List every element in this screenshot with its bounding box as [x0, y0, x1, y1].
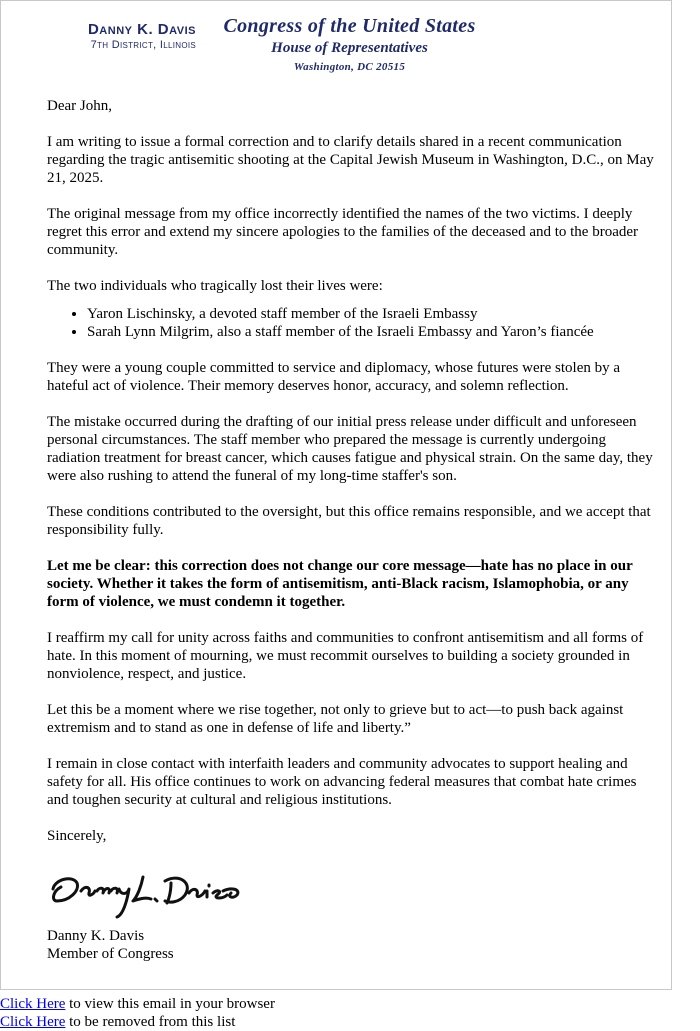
congress-block — [217, 15, 482, 73]
letterhead — [1, 15, 673, 95]
handwritten-signature — [47, 861, 247, 921]
representative-block — [61, 21, 196, 51]
letter-body — [47, 97, 657, 963]
paragraph-core-message: Let me be clear: this correction does not change our core message—hate has no place in our society. Whether it takes the form of antisemitism, anti-Black racism, Islamophobia, or any form of violence, we must condemn it together. — [47, 558, 633, 610]
paragraph-unity: I reaffirm my call for unity across faiths and communities to confront antisemitism and all forms of hate. In this moment of mourning, we must recommit ourselves to building a society grounded in nonviolence, respect, and justice. — [47, 630, 644, 682]
city-line: Washington, DC 20515 — [293, 61, 406, 73]
paragraph-rise-together: Let this be a moment where we rise together, not only to grieve but to act—to push back against extremism and to stand as one in defense of life and liberty.” — [47, 702, 624, 736]
list-item: • Sarah Lynn Milgrim, also a staff member of the Israeli Embassy and Yaron’s fiancée — [87, 323, 657, 341]
list-item: • Yaron Lischinsky, a devoted staff member of the Israeli Embassy — [87, 305, 657, 323]
victims-list — [47, 305, 657, 341]
unsubscribe-text: to be removed from this list — [65, 1014, 236, 1030]
paragraph-responsibility: These conditions contributed to the oversight, but this office remains responsible, and we accept that responsibility fully. — [47, 504, 651, 538]
paragraph-error: The original message from my office incorrectly identified the names of the two victims. I deeply regret this error and extend my sincere apologies to the families of the deceased and to the broader community. — [47, 206, 639, 258]
view-in-browser-link[interactable]: Click Here — [0, 996, 66, 1012]
email-footer — [0, 995, 700, 1031]
signature-title: Member of Congress — [47, 946, 174, 962]
paragraph-intro: I am writing to issue a formal correction and to clarify details shared in a recent communication regarding the tragic antisemitic shooting at the Capital Jewish Museum in Washington, D.C., on May 21, 2025. — [47, 134, 654, 186]
view-in-browser-text: to view this email in your browser — [65, 996, 275, 1012]
paragraph-contact: I remain in close contact with interfaith leaders and community advocates to support healing and safety for all. His office continues to work on advancing federal measures that combat hate crimes and toughen security at cultural and religious institutions. — [47, 756, 637, 808]
representative-name: Danny K. Davis — [87, 21, 196, 38]
paragraph-couple: They were a young couple committed to service and diplomacy, whose futures were stolen by a hateful act of violence. Their memory deserves honor, accuracy, and solemn reflection. — [47, 360, 621, 394]
signature-name: Danny K. Davis — [47, 928, 145, 944]
representative-district: 7th District, Illinois — [90, 39, 196, 51]
paragraph-mistake: The mistake occurred during the drafting of our initial press release under difficult and unforeseen personal circumstances. The staff member who prepared the message is currently undergoing radiation treatment for breast cancer, which causes fatigue and physical strain. On the same day, they were also rushing to attend the funeral of my long-time staffer's son. — [47, 414, 653, 484]
house-title: House of Representatives — [271, 40, 428, 56]
salutation: Dear John, — [47, 98, 112, 114]
unsubscribe-line — [0, 1013, 700, 1031]
paragraph-victims-intro: The two individuals who tragically lost their lives were: — [47, 278, 383, 294]
view-in-browser-line — [0, 995, 700, 1013]
unsubscribe-link[interactable]: Click Here — [0, 1014, 66, 1030]
congress-title: Congress of the United States — [223, 15, 476, 37]
closing: Sincerely, — [47, 828, 107, 844]
